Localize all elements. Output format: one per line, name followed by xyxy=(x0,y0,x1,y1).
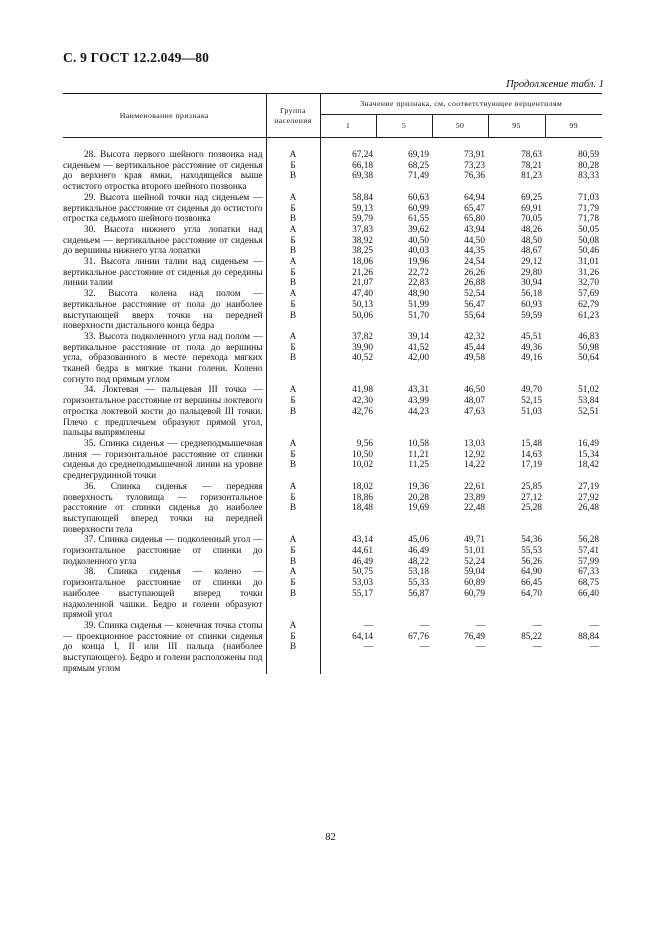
feature-name-text: 36. Спинка сиденья — передняя поверхность туловища — горизонтальное расстояние от спинки сиденья до наиболее выступающей вперед точки на передней поверхности тела xyxy=(63,481,263,535)
percentile-50-values: 59,04 60,89 60,79 xyxy=(464,567,485,599)
percentile-99-values: 50,05 50,08 50,46 xyxy=(578,224,600,257)
percentile-50-values: 46,50 48,07 47,63 xyxy=(464,385,485,417)
population-groups: А Б В xyxy=(266,257,320,289)
percentile-5-values: 45,06 46,49 48,22 xyxy=(408,535,429,567)
page-header: С. 9 ГОСТ 12.2.049—80 xyxy=(63,50,210,65)
feature-name-text: 30. Высота нижнего угла лопатки над сиденьем — вертикальное расстояние от сиденья до вершины нижнего угла лопатки xyxy=(63,224,263,257)
percentile-5-values: 53,18 55,33 56,87 xyxy=(408,567,429,599)
percentile-5-values: 60,63 60,99 61,55 xyxy=(408,192,429,225)
feature-name xyxy=(63,332,266,386)
percentile-95-values: 45,51 49,36 49,16 xyxy=(521,331,542,364)
percentile-5-values: 48,90 51,99 51,70 xyxy=(408,289,429,321)
page-number: 82 xyxy=(325,832,336,843)
percentile-5-values: — 67,76 — xyxy=(408,620,429,653)
table-row xyxy=(63,621,602,675)
percentile-5-values: 10,58 11,21 11,25 xyxy=(408,438,429,471)
table-row xyxy=(63,567,602,621)
feature-name xyxy=(63,621,266,675)
feature-name xyxy=(63,257,266,289)
percentile-header-5: 5 xyxy=(376,115,432,138)
percentile-50-values: 24,54 26,26 26,88 xyxy=(464,257,485,289)
table-row xyxy=(63,535,602,567)
percentile-1-values: 67,24 66,18 69,38 xyxy=(352,150,373,182)
population-groups: А Б В xyxy=(266,225,320,257)
percentile-99-values: 57,69 62,79 61,23 xyxy=(578,289,600,321)
percentile-50-values: 73,91 73,23 76,36 xyxy=(464,150,485,182)
percentile-header-99: 99 xyxy=(545,115,602,138)
percentile-95-values: 25,85 27,12 25,28 xyxy=(521,481,542,514)
population-groups: А Б В xyxy=(266,567,320,621)
feature-name-text: 35. Спинка сиденья — среднеподмышечная линия — горизонтальное расстояние от спинки сиденья до среднеподмышечной линии на уровне среднегрудинной точки xyxy=(63,438,263,482)
percentile-1-values: — 64,14 — xyxy=(352,620,373,653)
percentile-95-values: 78,63 78,21 81,23 xyxy=(521,150,542,182)
percentile-50-values: 52,54 56,47 55,64 xyxy=(464,289,485,321)
population-groups: А Б В xyxy=(266,193,320,225)
feature-name xyxy=(63,193,266,225)
feature-name xyxy=(63,385,266,439)
feature-name-text: 29. Высота шейной точки над сиденьем — вертикальное расстояние от сиденья до остистого отростка седьмого шейного позвонка xyxy=(63,192,263,225)
population-groups: А Б В xyxy=(266,482,320,536)
percentile-50-values: 43,94 44,50 44,35 xyxy=(464,224,485,257)
percentile-99-values: 67,33 68,75 66,40 xyxy=(578,567,600,599)
population-groups: А Б В xyxy=(266,535,320,567)
percentile-5-values: 39,62 40,50 40,03 xyxy=(408,224,429,257)
percentile-95-values: — 85,22 — xyxy=(521,620,542,653)
percentile-95-values: 56,18 60,93 59,59 xyxy=(521,289,542,321)
percentile-99-values: — 88,84 — xyxy=(578,620,600,653)
feature-name xyxy=(63,482,266,536)
feature-name xyxy=(63,567,266,621)
percentile-95-values: 15,48 14,63 17,19 xyxy=(521,438,542,471)
table-row xyxy=(63,289,602,332)
table-row xyxy=(63,439,602,482)
percentile-99-values: 80,59 80,28 83,33 xyxy=(578,150,600,182)
percentile-1-values: 18,02 18,86 18,48 xyxy=(352,481,373,514)
percentile-99-values: 27,19 27,92 26,48 xyxy=(578,481,600,514)
table-row xyxy=(63,332,602,386)
percentile-99-values: 56,28 57,41 57,99 xyxy=(578,535,600,567)
population-groups: А Б В xyxy=(266,621,320,675)
percentile-1-values: 47,40 50,13 50,06 xyxy=(352,289,373,321)
percentile-95-values: 49,70 52,15 51,03 xyxy=(521,385,542,417)
percentile-5-values: 39,14 41,52 42,00 xyxy=(408,331,429,364)
feature-name xyxy=(63,138,266,193)
table-row xyxy=(63,482,602,536)
percentile-50-values: — 76,49 — xyxy=(464,620,485,653)
percentile-1-values: 18,06 21,26 21,07 xyxy=(352,257,373,289)
percentile-5-values: 43,31 43,99 44,23 xyxy=(408,385,429,417)
population-groups: А Б В xyxy=(266,138,320,193)
feature-name-text: 37. Спинка сиденья — подколенный угол — горизонтальное расстояние от спинки до подколенного угла xyxy=(63,535,263,567)
percentile-header-1: 1 xyxy=(320,115,376,138)
percentile-50-values: 42,32 45,44 49,58 xyxy=(464,331,485,364)
percentile-95-values: 69,25 69,91 70,05 xyxy=(521,192,542,225)
percentile-99-values: 71,03 71,79 71,78 xyxy=(578,192,600,225)
percentile-99-values: 31,01 31,26 32,70 xyxy=(578,257,600,289)
percentile-50-values: 13,03 12,92 14,22 xyxy=(464,438,485,471)
table-row xyxy=(63,138,602,193)
percentile-1-values: 37,83 38,92 38,25 xyxy=(352,224,373,257)
percentile-95-values: 54,36 55,53 56,26 xyxy=(521,535,542,567)
feature-name xyxy=(63,439,266,482)
anthropometric-table xyxy=(63,93,602,674)
percentile-header-50: 50 xyxy=(432,115,488,138)
percentile-95-values: 64,90 66,45 64,70 xyxy=(521,567,542,599)
feature-name xyxy=(63,225,266,257)
table-row xyxy=(63,257,602,289)
column-header-name: Наименование признака xyxy=(63,94,266,138)
table-row xyxy=(63,193,602,225)
percentile-1-values: 50,75 53,03 55,17 xyxy=(352,567,373,599)
population-groups: А Б В xyxy=(266,332,320,386)
percentile-1-values: 37,82 39,90 40,52 xyxy=(352,331,373,364)
percentile-95-values: 48,26 48,50 48,67 xyxy=(521,224,542,257)
percentile-95-values: 29,12 29,80 30,94 xyxy=(521,257,542,289)
table-row xyxy=(63,385,602,439)
feature-name-text: 39. Спинка сиденья — конечная точка стопы — проекционное расстояние от спинки сиденья до конца I, II или III пальца (наиболее выступающего). Бедро и голени расположены под прямым углом xyxy=(63,620,263,674)
percentile-50-values: 49,71 51,01 52,24 xyxy=(464,535,485,567)
feature-name-text: 32. Высота колена над полом — вертикальное расстояние от пола до наиболее выступающей вверх точки на передней поверхности дистального конца бедра xyxy=(63,289,263,332)
feature-name-text: 38. Спинка сиденья — колено — горизонтальное расстояние от спинки до наиболее выступающей вперед точки надколенной чашки. Бедро и голени образуют прямой угол xyxy=(63,567,263,621)
population-groups: А Б В xyxy=(266,289,320,332)
percentile-99-values: 46,83 50,98 50,64 xyxy=(578,331,600,364)
feature-name-text: 31. Высота линии талии над сиденьем — вертикальное расстояние от сиденья до середины линии талии xyxy=(63,257,263,289)
percentile-1-values: 9,56 10,50 10,02 xyxy=(352,438,373,471)
percentile-1-values: 43,14 44,61 46,49 xyxy=(352,535,373,567)
feature-name-text: 28. Высота первого шейного позвонка над сиденьем — вертикальное расстояние от сиденья до верхнего края ямки, находящейся выше остистого отростка второго шейного позвонка xyxy=(63,150,263,193)
percentile-5-values: 19,96 22,72 22,83 xyxy=(408,257,429,289)
percentile-5-values: 69,19 68,25 71,49 xyxy=(408,150,429,182)
table-continuation-note: Продолжение табл. 1 xyxy=(506,79,604,90)
table-body xyxy=(63,138,602,675)
percentile-99-values: 16,49 15,34 18,42 xyxy=(578,438,600,471)
percentile-50-values: 64,94 65,47 65,80 xyxy=(464,192,485,225)
percentile-1-values: 58,84 59,13 59,79 xyxy=(352,192,373,225)
population-groups: А Б В xyxy=(266,439,320,482)
percentile-header-95: 95 xyxy=(488,115,545,138)
percentile-50-values: 22,61 23,89 22,48 xyxy=(464,481,485,514)
percentile-1-values: 41,98 42,30 42,76 xyxy=(352,385,373,417)
feature-name-text: 34. Локтевая — пальцевая III точка — горизонтальное расстояние от вершины локтевого отростка локтевой кости до пальцевой III точки. Плечо с предплечьем образуют прямой угол, пальцы выпрямлены xyxy=(63,385,263,439)
column-header-group: Группа населения xyxy=(266,94,320,138)
population-groups: А Б В xyxy=(266,385,320,439)
table-row xyxy=(63,225,602,257)
percentile-5-values: 19,36 20,28 19,69 xyxy=(408,481,429,514)
percentile-99-values: 51,02 53,84 52,51 xyxy=(578,385,600,417)
feature-name xyxy=(63,289,266,332)
column-header-values: Значение признака, см, соответствующее перцентилям xyxy=(320,94,602,115)
feature-name xyxy=(63,535,266,567)
feature-name-text: 33. Высота подколенного угла над полом — вертикальное расстояние от пола до вершины угла, образованного в месте перехода мягких тканей бедра в мягкие ткани голени. Колено согнуто под прямым углом xyxy=(63,331,263,385)
